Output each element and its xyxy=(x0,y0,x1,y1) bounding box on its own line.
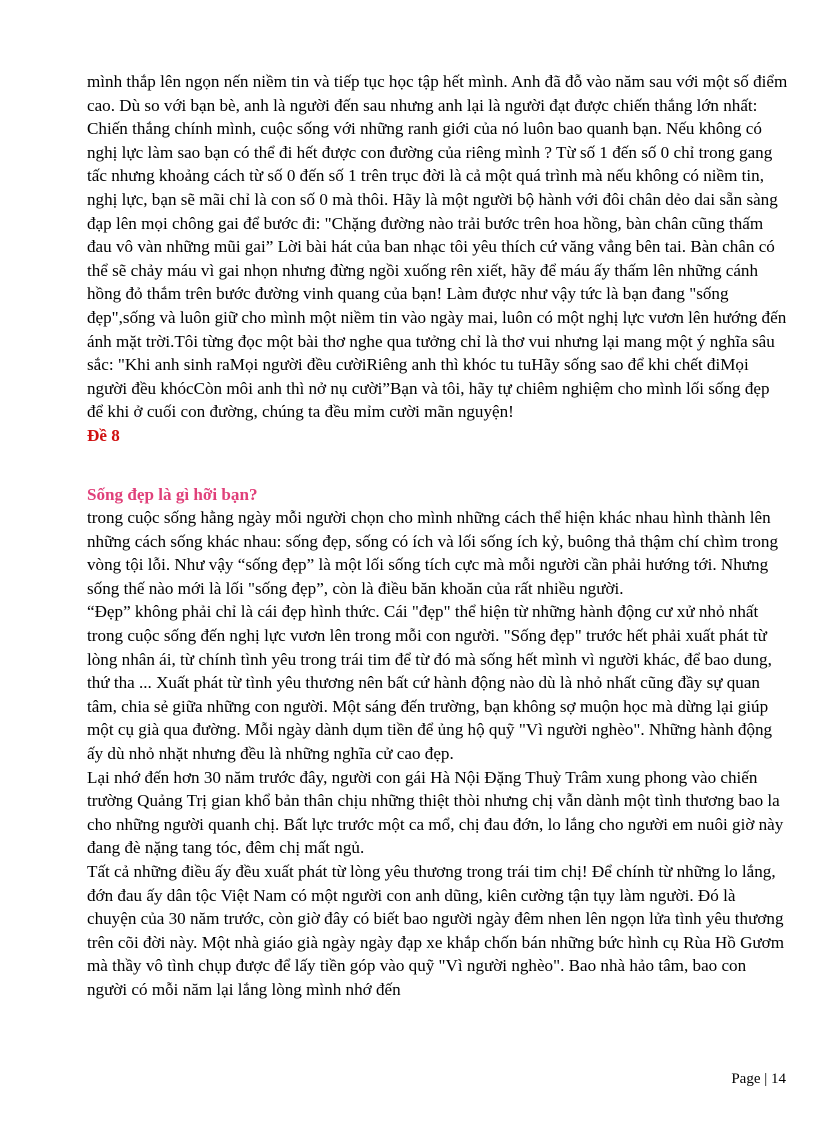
paragraph: mình thắp lên ngọn nến niềm tin và tiếp tục học tập hết mình. Anh đã đỗ vào năm sau với một số điểm cao. Dù so với bạn bè, anh là người đến sau nhưng anh lại là người đạt được chiến thắng lớn nhất: Chiến thắng chính mình, cuộc sống với những ranh giới của nó luôn bao quanh bạn. Nếu không có nghị lực làm sao bạn có thể đi hết được con đường của riêng mình ? Từ số 1 đến số 0 chỉ trong gang tấc nhưng khoảng cách từ số 0 đến số 1 trên trục đời là cả một quá trình mà nếu không có niềm tin, nghị lực, bạn sẽ mãi chỉ là con số 0 mà thôi. Hãy là một người bộ hành với đôi chân dẻo dai sẵn sàng đạp lên mọi chông gai để bước đi: "Chặng đường nào trải bước trên hoa hồng, bàn chân cũng thấm đau vô vàn những mũi gai” Lời bài hát của ban nhạc tôi yêu thích cứ văng vẳng bên tai. Bàn chân có thể sẽ chảy máu vì gai nhọn nhưng đừng ngồi xuống rên xiết, hãy để máu ấy thấm lên những cánh hồng đỏ thắm trên bước đường vinh quang của bạn! Làm được như vậy tức là bạn đang "sống đẹp",sống và luôn giữ cho mình một niềm tin vào ngày mai, luôn có một nghị lực vươn lên hướng đến ánh mặt trời.Tôi từng đọc một bài thơ nghe qua tưởng chỉ là thơ vui nhưng lại mang một ý nghĩa sâu sắc: "Khi anh sinh raMọi người đều cườiRiêng anh thì khóc tu tuHãy sống sao để khi chết điMọi người đều khócCòn môi anh thì nở nụ cười”Bạn và tôi, hãy tự chiêm nghiệm cho mình lối sống đẹp để khi ở cuối con đường, chúng ta đều mỉm cười mãn nguyện! xyxy=(87,72,788,422)
section-label: Đề 8 xyxy=(87,425,120,445)
document-body xyxy=(87,70,789,1002)
paragraph: “Đẹp” không phải chỉ là cái đẹp hình thức. Cái "đẹp" thể hiện từ những hành động cư xử nhỏ nhất trong cuộc sống đến nghị lực vươn lên trong mỗi con người. "Sống đẹp" trước hết phải xuất phát từ lòng nhân ái, từ chính tình yêu trong trái tim để từ đó mà sống hết mình vì người khác, để bao dung, thứ tha ... Xuất phát từ tình yêu thương nên bất cứ hành động nào dù là nhỏ nhất cũng đầy sự quan tâm, chia sẻ giữa những con người. Một sáng đến trường, bạn không sợ muộn học mà dừng lại giúp một cụ già qua đường. Mỗi ngày dành dụm tiền để ủng hộ quỹ "Vì người nghèo". Những hành động ấy dù nhỏ nhặt nhưng đều là những nghĩa cử cao đẹp. xyxy=(87,602,773,764)
section-spacer xyxy=(87,448,789,483)
essay-title: Sống đẹp là gì hỡi bạn? xyxy=(87,484,258,504)
paragraph: Lại nhớ đến hơn 30 năm trước đây, người con gái Hà Nội Đặng Thuỳ Trâm xung phong vào chiến trường Quảng Trị gian khổ bản thân chịu những thiệt thòi nhưng chị vẫn dành một tình thương bao la cho những người quanh chị. Bất lực trước một ca mổ, chị đau đớn, lo lắng cho người em nuôi giờ này đang đè nặng tang tóc, đêm chị mất ngủ. xyxy=(87,767,784,858)
paragraph: Tất cả những điều ấy đều xuất phát từ lòng yêu thương trong trái tim chị! Để chính từ những lo lắng, đớn đau ấy dân tộc Việt Nam có một người con anh dũng, kiên cường tận tụy làm người. Đó là chuyện của 30 năm trước, còn giờ đây có biết bao người ngày đêm nhen lên ngọn lửa tình yêu thương trên cõi đời này. Một nhà giáo già ngày ngày đạp xe khắp chốn bán những bức hình cụ Rùa Hồ Gươm mà thầy vô tình chụp được để lấy tiền góp vào quỹ "Vì người nghèo". Bao nhà hảo tâm, bao con người có mỗi năm lại lắng lòng mình nhớ đến xyxy=(87,862,785,999)
paragraph: trong cuộc sống hằng ngày mỗi người chọn cho mình những cách thể hiện khác nhau hình thành lên những cách sống khác nhau: sống đẹp, sống có ích và lối sống ích kỷ, buông thả thậm chí chìm trong vòng tội lỗi. Như vậy “sống đẹp” là một lối sống tích cực mà mỗi người cần phải hướng tới. Nhưng sống thế nào mới là lối "sống đẹp”, còn là điều băn khoăn của rất nhiều người. xyxy=(87,508,778,598)
page-number: Page | 14 xyxy=(731,1071,786,1087)
